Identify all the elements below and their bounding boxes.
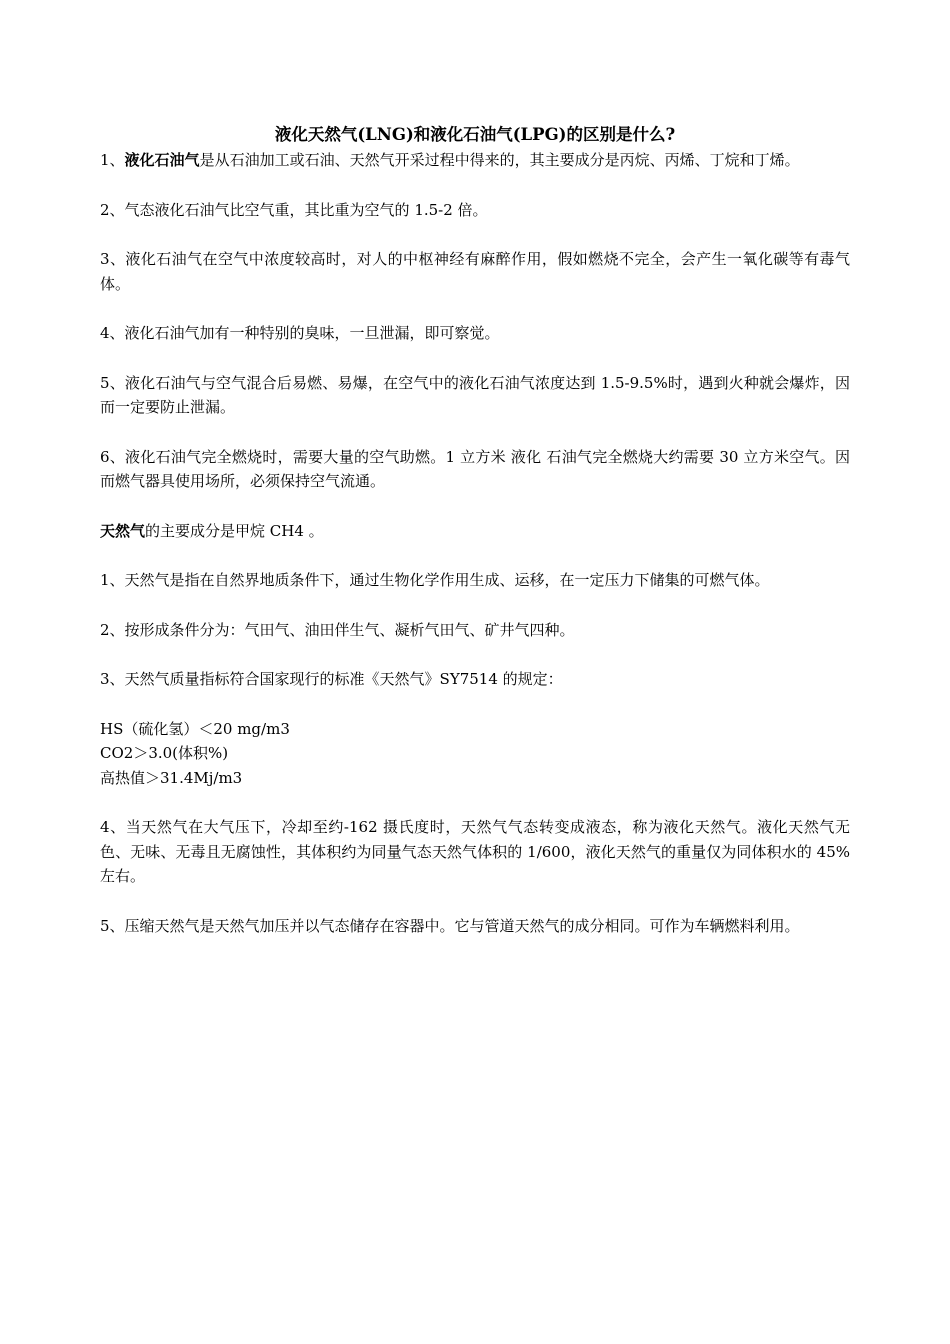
spacer — [100, 346, 850, 371]
lpg-paragraph-1 — [100, 148, 850, 173]
lpg-p1-prefix: 1、 — [100, 151, 125, 169]
spacer — [100, 173, 850, 198]
ng-intro — [100, 519, 850, 544]
lpg-paragraph-6: 6、液化石油气完全燃烧时，需要大量的空气助燃。1 立方米 液化 石油气完全燃烧大约需要 30 立方米空气。因而燃气器具使用场所，必须保持空气流通。 — [100, 447, 850, 490]
lpg-term: 液化石油气 — [124, 151, 200, 169]
lpg-paragraph-4: 4、液化石油气加有一种特别的臭味，一旦泄漏，即可察觉。 — [100, 324, 500, 342]
lpg-paragraph-5: 5、液化石油气与空气混合后易燃、易爆，在空气中的液化石油气浓度达到 1.5-9.5%时，遇到火种就会爆炸，因而一定要防止泄漏。 — [100, 373, 850, 416]
spacer — [100, 889, 850, 914]
spacer — [100, 790, 850, 815]
document-title: 液化天然气(LNG)和液化石油气(LPG)的区别是什么? — [274, 125, 676, 144]
ng-spec-co2: CO2＞3.0(体积%) — [100, 744, 229, 762]
ng-intro-rest: 的主要成分是甲烷 CH4 。 — [145, 521, 324, 540]
ng-spec-heat: 高热值＞31.4Mj/m3 — [100, 768, 243, 787]
ng-paragraph-5: 5、压缩天然气是天然气加压并以气态储存在容器中。它与管道天然气的成分相同。可作为车辆燃料利用。 — [100, 916, 800, 935]
ng-paragraph-3: 3、天然气质量指标符合国家现行的标准《天然气》SY7514 的规定： — [100, 670, 563, 688]
ng-paragraph-1: 1、天然气是指在自然界地质条件下，通过生物化学作用生成、运移，在一定压力下储集的可燃气体。 — [100, 571, 770, 589]
ng-term: 天然气 — [100, 521, 146, 540]
ng-paragraph-2: 2、按形成条件分为：气田气、油田伴生气、凝析气田气、矿井气四种。 — [100, 620, 575, 639]
spacer — [100, 543, 850, 568]
lpg-paragraph-2: 2、气态液化石油气比空气重，其比重为空气的 1.5-2 倍。 — [100, 200, 488, 219]
spacer — [100, 222, 850, 247]
lpg-p1-rest: 是从石油加工或石油、天然气开采过程中得来的，其主要成分是丙烷、丙烯、丁烷和丁烯。 — [199, 151, 800, 169]
spacer — [100, 692, 850, 717]
spacer — [100, 642, 850, 667]
ng-paragraph-4: 4、当天然气在大气压下，冷却至约-162 摄氏度时，天然气气态转变成液态，称为液化天然气。液化天然气无色、无味、无毒且无腐蚀性，其体积约为同量气态天然气体积的 1/600，液化天然气的重量仅为同体积水的 45%左右。 — [100, 818, 850, 885]
spacer — [100, 420, 850, 445]
spacer — [100, 593, 850, 618]
ng-spec-hs: HS（硫化氢）＜20 mg/m3 — [100, 719, 290, 738]
lpg-paragraph-3: 3、液化石油气在空气中浓度较高时，对人的中枢神经有麻醉作用，假如燃烧不完全，会产生一氧化碳等有毒气体。 — [100, 250, 850, 293]
spacer — [100, 494, 850, 519]
spacer — [100, 296, 850, 321]
